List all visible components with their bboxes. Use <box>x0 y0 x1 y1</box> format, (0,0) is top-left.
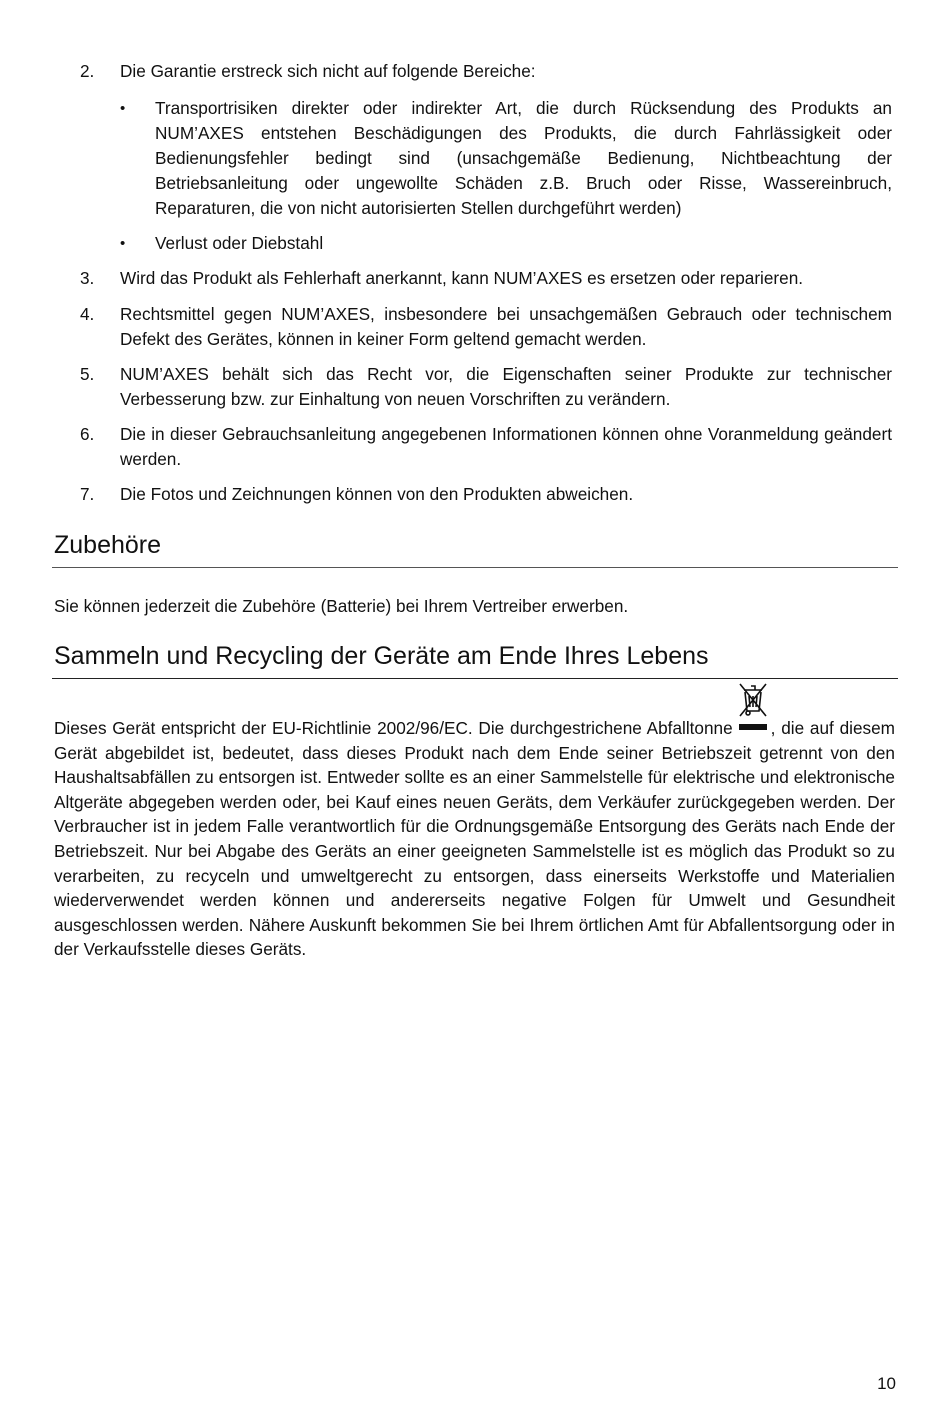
list-item-6 <box>80 422 892 472</box>
bullet-symbol: • <box>120 235 126 252</box>
recycling-text-start: Dieses Gerät entspricht der EU-Richtlinie 2002/96/EC. Die durchgestrichene Abfalltonne <box>54 718 733 738</box>
list-number: 6. <box>80 424 95 444</box>
list-item-2 <box>80 59 892 84</box>
bullet-text: Verlust oder Diebstahl <box>155 233 324 253</box>
accessories-heading: Zubehöre <box>54 531 162 559</box>
recycling-heading: Sammeln und Recycling der Geräte am Ende Ihres Lebens <box>54 642 709 670</box>
list-number: 5. <box>80 364 95 384</box>
list-number: 7. <box>80 484 95 504</box>
list-item-4 <box>80 302 892 352</box>
list-text: NUM’AXES behält sich das Recht vor, die Eigenschaften seiner Produkte zur technischer Verbesserung bzw. zur Einhaltung von neuen Vorschriften zu verändern. <box>120 364 892 409</box>
list-item-3 <box>80 266 892 291</box>
list-text: Rechtsmittel gegen NUM’AXES, insbesondere bei unsachgemäßen Gebrauch oder technischem Defekt des Gerätes, können in keiner Form geltend gemacht werden. <box>120 304 892 349</box>
bullet-item-transport <box>120 96 892 221</box>
list-number: 3. <box>80 268 95 288</box>
page-number: 10 <box>877 1374 896 1393</box>
bullet-symbol: • <box>120 100 126 117</box>
list-text: Die in dieser Gebrauchsanleitung angegebenen Informationen können ohne Voranmeldung geändert werden. <box>120 424 892 469</box>
bullet-text: Transportrisiken direkter oder indirekter Art, die durch Rücksendung des Produkts an NUM’AXES entstehen Beschädigungen des Produkts, die durch Fahrlässigkeit oder Bedienungsfehler bedingt sind (unsachgemäße Bedienung, Nichtbeachtung der Betriebsanleitung oder ungewollte Schäden z.B. Bruch oder Risse, Wassereinbruch, Reparaturen, die von nicht autorisierten Stellen durchgeführt werden) <box>155 98 892 218</box>
section-divider <box>52 678 898 679</box>
recycling-text-end: , die auf diesem Gerät abgebildet ist, bedeutet, dass dieses Produkt nach dem Ende seiner Betriebszeit getrennt von den Haushaltsabfällen zu entsorgen ist. Entweder sollte es an einer Sammelstelle für elektrische und elektronische Altgeräte abgegeben werden oder, bei Kauf eines neuen Geräts, dem Verkäufer zurückgegeben werden. Der Verbraucher ist in jedem Falle verantwortlich für die Ordnungsgemäße Entsorgung des Geräts nach Ende der Betriebszeit. Nur bei Abgabe des Geräts an einer geeigneten Sammelstelle ist es möglich das Produkt so zu verarbeiten, zu recyceln und umweltgerecht zu entsorgen, dass einerseits Werkstoffe und Materialien wiederverwendet werden können und andererseits negative Folgen für Umwelt und Gesundheit ausgeschlossen werden. Nähere Auskunft bekommen Sie bei Ihrem örtlichen Amt für Abfallentsorgung oder in der Verkaufsstelle dieses Geräts. <box>54 718 895 960</box>
accessories-text: Sie können jederzeit die Zubehöre (Batterie) bei Ihrem Vertreiber erwerben. <box>54 596 629 616</box>
list-item-5 <box>80 362 892 412</box>
crossed-out-wheelie-bin-icon <box>733 718 771 734</box>
list-number: 2. <box>80 61 95 81</box>
list-text: Die Fotos und Zeichnungen können von den Produkten abweichen. <box>120 484 634 504</box>
list-item-7 <box>80 482 892 507</box>
section-divider <box>52 567 898 568</box>
recycling-paragraph <box>54 716 895 962</box>
list-text: Die Garantie erstreck sich nicht auf folgende Bereiche: <box>120 61 536 81</box>
bullet-item-loss <box>120 231 892 256</box>
list-text: Wird das Produkt als Fehlerhaft anerkannt, kann NUM’AXES es ersetzen oder reparieren. <box>120 268 804 288</box>
list-number: 4. <box>80 304 95 324</box>
